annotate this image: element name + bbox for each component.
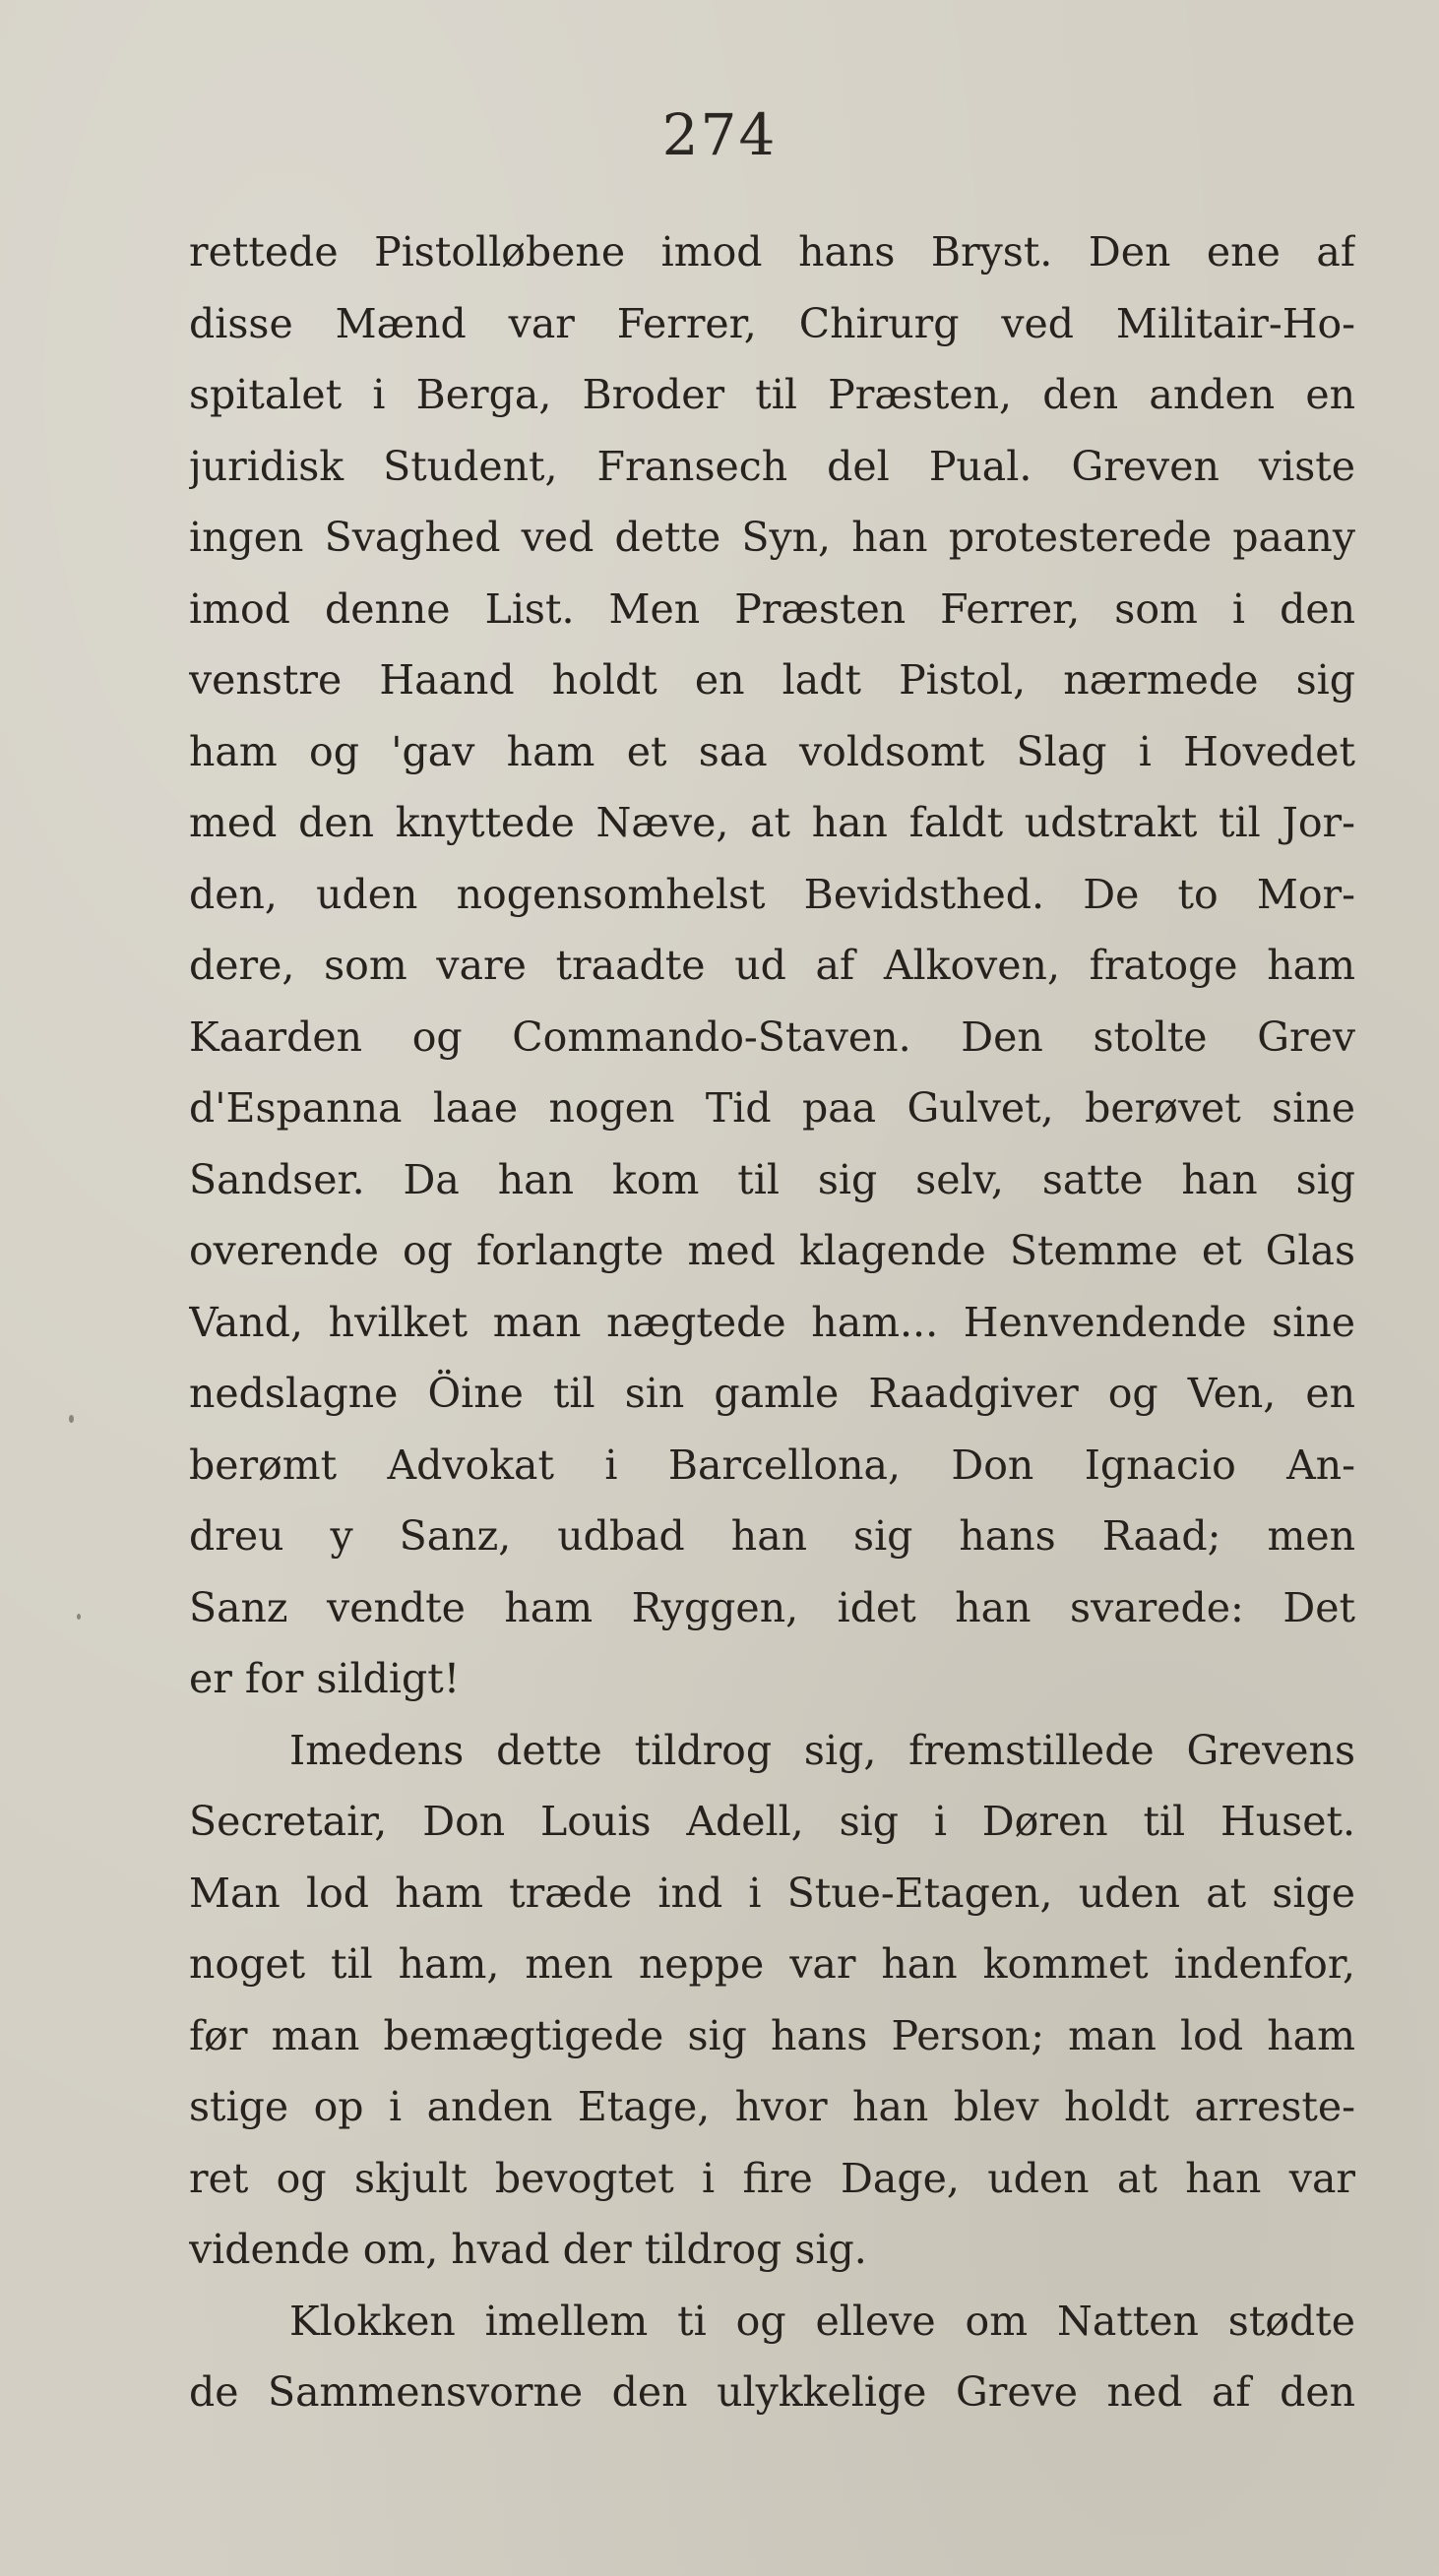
text-line: dreu y Sanz, udbad han sig hans Raad; men [189, 1512, 1355, 1560]
text-line: spitalet i Berga, Broder til Præsten, den anden en [189, 371, 1355, 418]
text-line: ret og skjult bevogtet i fire Dage, uden at han var [189, 2154, 1355, 2202]
text-line: disse Mænd var Ferrer, Chirurg ved Militair-Ho- [189, 299, 1355, 347]
text-line: med den knyttede Næve, at han faldt udstrakt til Jor- [189, 799, 1355, 846]
text-line: før man bemægtigede sig hans Person; man lod ham [189, 2011, 1355, 2059]
text-line: ham og 'gav ham et saa voldsomt Slag i Hovedet [189, 727, 1355, 775]
paragraph-start-line: Imedens dette tildrog sig, fremstillede Grevens [289, 1726, 1355, 1774]
text-line: dere, som vare traadte ud af Alkoven, fratoge ham [189, 942, 1355, 989]
text-line: de Sammensvorne den ulykkelige Greve ned af den [189, 2368, 1355, 2416]
text-line: vidende om, hvad der tildrog sig. [189, 2226, 867, 2273]
text-line: overende og forlangte med klagende Stemme et Glas [189, 1227, 1355, 1274]
paper-speck [77, 1614, 81, 1620]
text-line: berømt Advokat i Barcellona, Don Ignacio An- [189, 1441, 1355, 1489]
text-line: venstre Haand holdt en ladt Pistol, nærmede sig [189, 656, 1355, 704]
text-line: er for sildigt! [189, 1655, 461, 1702]
text-line: Kaarden og Commando-Staven. Den stolte Grev [189, 1012, 1355, 1061]
text-line: stige op i anden Etage, hvor han blev holdt arreste- [189, 2083, 1355, 2130]
text-line: nedslagne Öine til sin gamle Raadgiver og Ven, en [189, 1370, 1355, 1417]
text-line: imod denne List. Men Præsten Ferrer, som i den [189, 584, 1355, 633]
text-line: Sanz vendte ham Ryggen, idet han svarede: Det [189, 1583, 1355, 1631]
page-number: 274 [661, 101, 778, 168]
text-line: rettede Pistolløbene imod hans Bryst. Den ene af [189, 228, 1355, 276]
text-line: Secretair, Don Louis Adell, sig i Døren til Huset. [189, 1798, 1355, 1845]
paragraph-start-line: Klokken imellem ti og elleve om Natten stødte [289, 2297, 1355, 2345]
text-line: juridisk Student, Fransech del Pual. Greven viste [189, 442, 1355, 490]
text-line: noget til ham, men neppe var han kommet indenfor, [189, 1940, 1355, 1988]
text-line: Man lod ham træde ind i Stue-Etagen, uden at sige [189, 1869, 1355, 1917]
text-line: ingen Svaghed ved dette Syn, han protesterede paany [189, 514, 1355, 561]
text-line: den, uden nogensomhelst Bevidsthed. De to Mor- [189, 870, 1355, 918]
paper-speck [69, 1415, 74, 1423]
body-text [189, 216, 1355, 2428]
text-line: Vand, hvilket man nægtede ham... Henvendende sine [189, 1298, 1355, 1346]
text-line: d'Espanna laae nogen Tid paa Gulvet, berøvet sine [189, 1084, 1355, 1132]
text-line: Sandser. Da han kom til sig selv, satte han sig [189, 1155, 1355, 1203]
